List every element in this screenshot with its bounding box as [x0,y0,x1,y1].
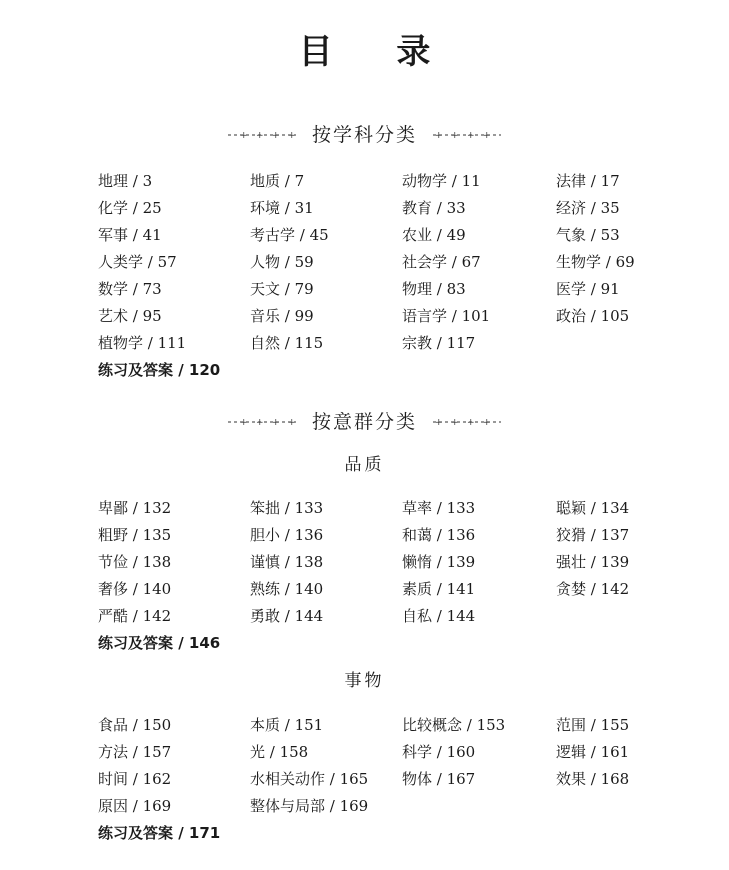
svg-text:+: + [239,131,248,140]
toc-entry[interactable]: 语言学 / 101 [402,307,491,325]
svg-text:+: + [239,418,248,427]
toc-entry[interactable]: 熟练 / 140 [250,580,324,598]
toc-entry[interactable]: 聪颖 / 134 [556,499,630,517]
svg-text:+: + [483,131,491,140]
toc-entry[interactable]: 懒惰 / 139 [402,553,476,571]
toc-entry[interactable]: 食品 / 150 [98,716,172,734]
page-title: 目 录 [298,32,457,72]
toc-entry[interactable]: 草率 / 133 [402,499,476,517]
toc-entry[interactable]: 效果 / 168 [556,770,630,788]
toc-entry[interactable]: 卑鄙 / 132 [98,499,172,517]
group-subtitle: 事物 [344,671,385,691]
toc-entry[interactable]: 原因 / 169 [98,797,172,815]
answers-entry[interactable]: 练习及答案 / 146 [98,634,221,652]
toc-entry[interactable]: 物理 / 83 [402,280,466,298]
section-title: 按意群分类 [311,411,417,433]
toc-entry[interactable]: 粗野 / 135 [98,526,172,544]
toc-entry[interactable]: 经济 / 35 [556,199,620,217]
toc-entry[interactable]: 音乐 / 99 [250,307,314,325]
toc-entry[interactable]: 植物学 / 111 [98,334,187,352]
toc-entry[interactable]: 勇敢 / 144 [250,607,324,625]
toc-entry[interactable]: 方法 / 157 [98,743,172,761]
ornament-left-icon [226,130,298,140]
toc-entry[interactable]: 艺术 / 95 [98,307,162,325]
toc-entry[interactable]: 教育 / 33 [402,199,466,217]
ornament-right-icon [431,130,503,140]
svg-text:+: + [287,131,296,140]
svg-text:+: + [451,131,459,140]
answers-entry[interactable]: 练习及答案 / 171 [98,824,221,842]
toc-entry[interactable]: 人物 / 59 [250,253,314,271]
svg-text:+: + [435,418,443,427]
section-header-subject [0,122,729,148]
svg-text:+: + [287,418,296,427]
ornament-right-icon [431,417,503,427]
section-header-meaning [0,409,729,435]
toc-entry[interactable]: 军事 / 41 [98,226,162,244]
toc-entry[interactable]: 宗教 / 117 [402,334,476,352]
svg-text:+: + [435,131,443,140]
toc-grid-quality [98,495,702,630]
svg-text:+: + [255,418,264,427]
toc-entry[interactable]: 社会学 / 67 [402,253,481,271]
toc-grid-things [98,712,702,820]
toc-entry[interactable]: 人类学 / 57 [98,253,177,271]
svg-text:+: + [483,418,491,427]
toc-entry[interactable]: 生物学 / 69 [556,253,635,271]
toc-entry[interactable]: 科学 / 160 [402,743,476,761]
toc-entry[interactable]: 范围 / 155 [556,716,630,734]
toc-entry[interactable]: 环境 / 31 [250,199,314,217]
toc-entry[interactable]: 素质 / 141 [402,580,476,598]
toc-entry[interactable]: 天文 / 79 [250,280,314,298]
toc-entry[interactable]: 狡猾 / 137 [556,526,630,544]
svg-text:+: + [467,418,475,427]
svg-text:+: + [271,131,280,140]
toc-entry[interactable]: 法律 / 17 [556,172,620,190]
toc-entry[interactable]: 政治 / 105 [556,307,630,325]
toc-entry[interactable]: 物体 / 167 [402,770,476,788]
toc-entry[interactable]: 胆小 / 136 [250,526,324,544]
toc-entry[interactable]: 时间 / 162 [98,770,172,788]
toc-entry[interactable]: 水相关动作 / 165 [250,770,369,788]
toc-entry[interactable]: 本质 / 151 [250,716,324,734]
toc-entry[interactable]: 自然 / 115 [250,334,324,352]
svg-text:+: + [255,131,264,140]
toc-entry[interactable]: 自私 / 144 [402,607,476,625]
toc-entry[interactable]: 地理 / 3 [98,172,153,190]
toc-entry[interactable]: 强壮 / 139 [556,553,630,571]
toc-entry[interactable]: 和蔼 / 136 [402,526,476,544]
toc-entry[interactable]: 严酷 / 142 [98,607,172,625]
toc-entry[interactable]: 数学 / 73 [98,280,162,298]
group-subtitle: 品质 [344,455,385,475]
svg-text:+: + [467,131,475,140]
toc-entry[interactable]: 贪婪 / 142 [556,580,630,598]
toc-entry[interactable]: 整体与局部 / 169 [250,797,369,815]
toc-entry[interactable]: 气象 / 53 [556,226,620,244]
answers-entry[interactable]: 练习及答案 / 120 [98,361,221,379]
toc-entry[interactable]: 笨拙 / 133 [250,499,324,517]
section-title: 按学科分类 [311,124,417,146]
toc-grid-subject [98,168,702,357]
toc-entry[interactable]: 比较概念 / 153 [402,716,506,734]
toc-entry[interactable]: 考古学 / 45 [250,226,329,244]
toc-entry[interactable]: 医学 / 91 [556,280,620,298]
toc-entry[interactable]: 动物学 / 11 [402,172,481,190]
toc-entry[interactable]: 化学 / 25 [98,199,162,217]
toc-entry[interactable]: 光 / 158 [250,743,309,761]
toc-entry[interactable]: 逻辑 / 161 [556,743,630,761]
toc-entry[interactable]: 谨慎 / 138 [250,553,324,571]
toc-entry[interactable]: 农业 / 49 [402,226,466,244]
toc-entry[interactable]: 奢侈 / 140 [98,580,172,598]
svg-text:+: + [271,418,280,427]
svg-text:+: + [451,418,459,427]
ornament-left-icon [226,417,298,427]
toc-entry[interactable]: 节俭 / 138 [98,553,172,571]
toc-entry[interactable]: 地质 / 7 [250,172,305,190]
